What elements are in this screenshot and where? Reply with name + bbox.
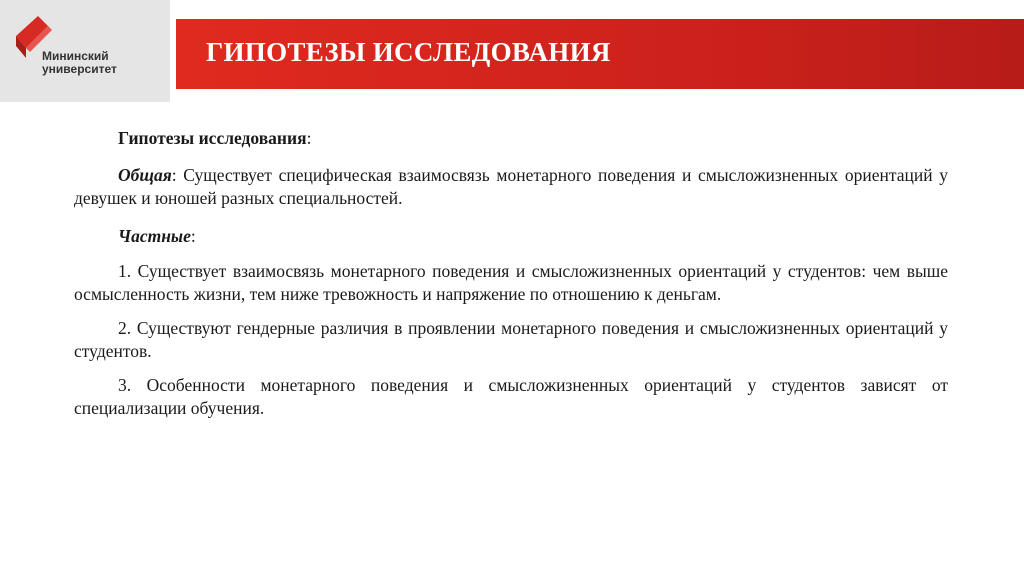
logo-text <box>42 50 117 76</box>
heading-text: Гипотезы исследования <box>118 128 307 148</box>
logo-line-1: Мининский <box>42 49 109 63</box>
logo-line-2: университет <box>42 62 117 76</box>
section-heading <box>74 127 948 150</box>
hypothesis-item: 3. Особенности монетарного поведения и смысложизненных ориентаций у студентов зависят от специализации обучения. <box>74 375 948 418</box>
general-hypothesis <box>74 164 948 210</box>
hypothesis-item: 1. Существует взаимосвязь монетарного поведения и смысложизненных ориентаций у студентов: чем выше осмысленность жизни, тем ниже тревожность и напряжение по отношению к деньгам. <box>74 261 948 304</box>
hypothesis-item: 2. Существуют гендерные различия в проявлении монетарного поведения и смысложизненных ориентаций у студентов. <box>74 318 948 361</box>
page-title: ГИПОТЕЗЫ ИССЛЕДОВАНИЯ <box>206 37 611 67</box>
slide-content <box>74 127 948 420</box>
heading-colon: : <box>306 128 312 148</box>
private-hypotheses-heading <box>74 225 948 248</box>
private-label: Частные <box>118 226 191 246</box>
general-text: : Существует специфическая взаимосвязь монетарного поведения и смысложизненных ориентаций у девушек и юношей разных специальностей. <box>74 165 948 208</box>
private-colon: : <box>190 226 196 246</box>
logo <box>0 0 170 102</box>
general-label: Общая <box>118 165 172 185</box>
title-bar <box>176 19 1024 89</box>
